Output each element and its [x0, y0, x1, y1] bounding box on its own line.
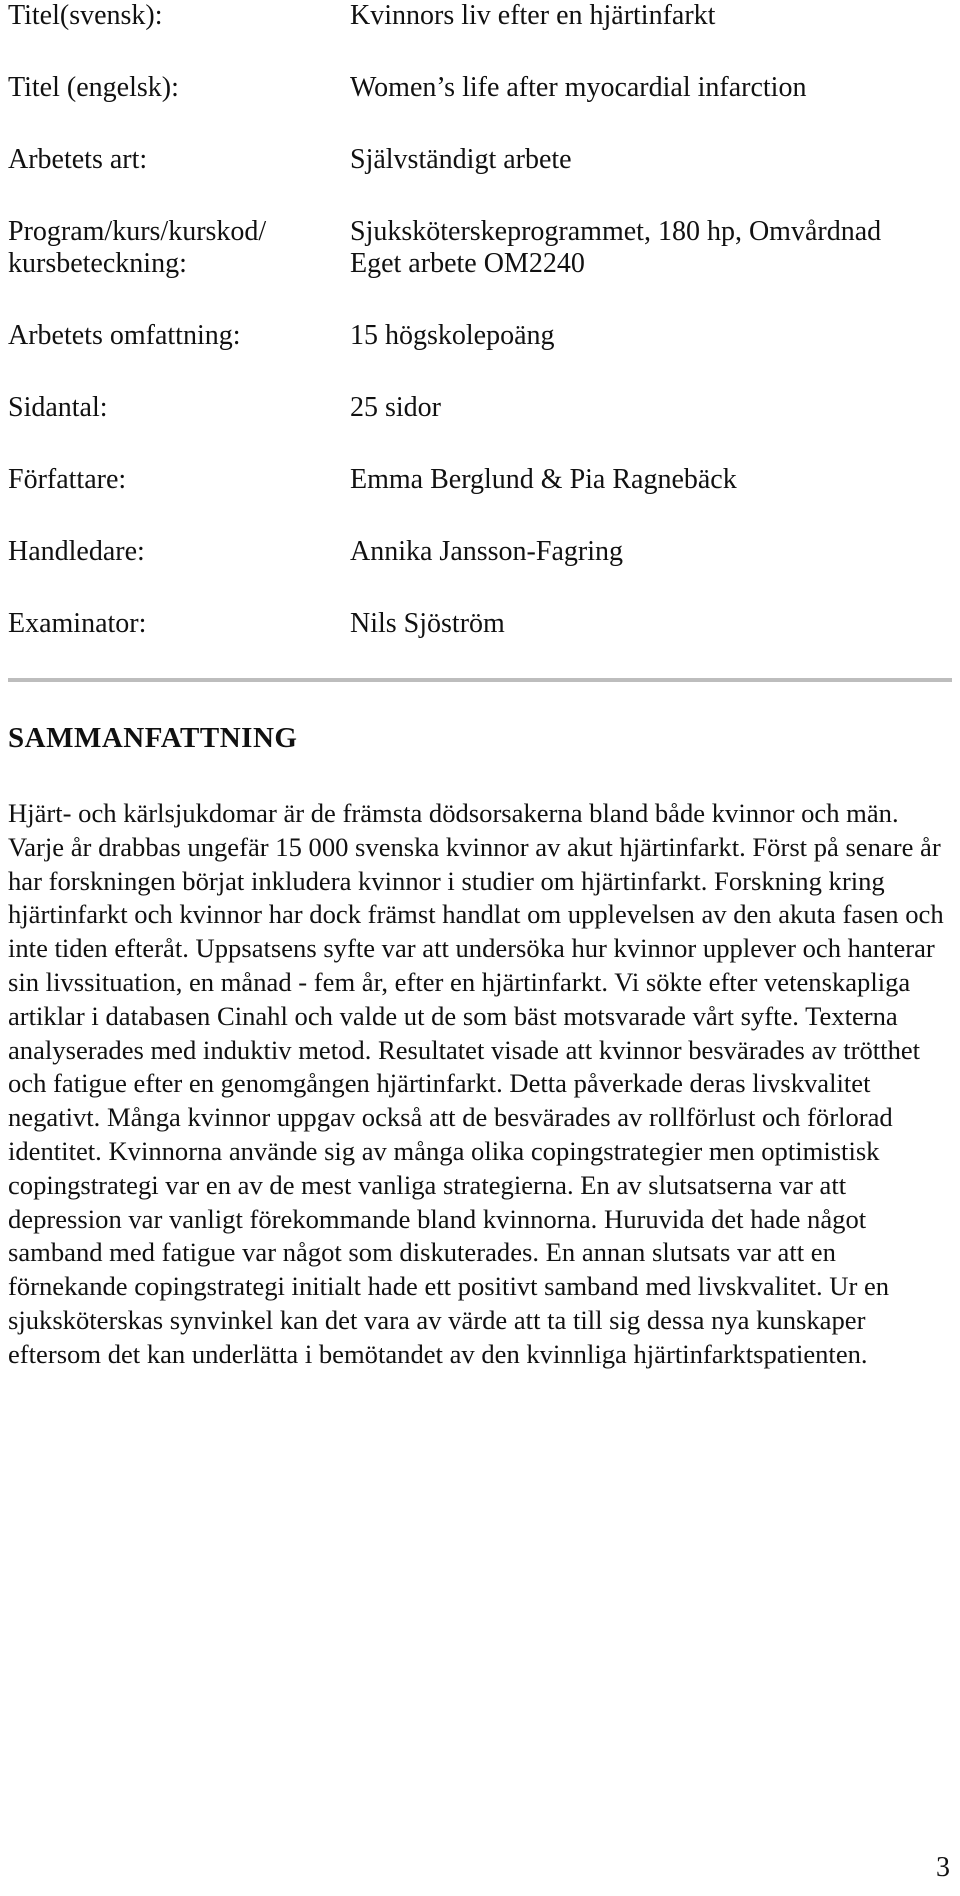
- page-number: 3: [936, 1852, 950, 1883]
- meta-row-examiner: [8, 608, 948, 640]
- meta-row-page-count: [8, 392, 948, 424]
- meta-value: 25 sidor: [350, 392, 441, 423]
- meta-label: Examinator:: [8, 608, 147, 639]
- abstract-body: Hjärt- och kärlsjukdomar är de främsta dödsorsakerna bland både kvinnor och män. Varje år drabbas ungefär 15 000 svenska kvinnor av akut hjärtinfarkt. Först på senare år har forskningen börjat inkludera kvinnor i studier om hjärtinfarkt. Forskning kring hjärtinfarkt och kvinnor har dock främst handlat om upplevelsen av den akuta fasen och inte tiden efteråt. Uppsatsens syfte var att undersöka hur kvinnor upplever och hanterar sin livssituation, en månad - fem år, efter en hjärtinfarkt. Vi sökte efter vetenskapliga artiklar i databasen Cinahl och valde ut de som bäst motsvarade vårt syfte. Texterna analyserades med induktiv metod. Resultatet visade att kvinnor besvärades av trötthet och fatigue efter en genomgången hjärtinfarkt. Detta påverkade deras livskvalitet negativt. Många kvinnor uppgav också att de besvärades av rollförlust och förlorad identitet. Kvinnorna använde sig av många olika copingstrategier men optimistisk copingstrategi var en av de mest vanliga strategierna. En av slutsatserna var att depression var vanligt förekommande bland kvinnorna. Huruvida det hade något samband med fatigue var något som diskuterades. En annan slutsats var att en förnekande copingstrategi initialt hade ett positivt samband med livskvalitet. Ur en sjuksköterskas synvinkel kan det vara av värde att ta till sig dessa nya kunskaper eftersom det kan underlätta i bemötandet av den kvinnliga hjärtinfarktspatienten.: [8, 798, 944, 1369]
- meta-value: Sjuksköterskeprogrammet, 180 hp, Omvårdnad Eget arbete OM2240: [350, 216, 882, 279]
- meta-value: Kvinnors liv efter en hjärtinfarkt: [350, 0, 716, 31]
- meta-value: Nils Sjöström: [350, 608, 505, 639]
- section-divider: [8, 678, 952, 682]
- meta-label: Program/kurs/kurskod/ kursbeteckning:: [8, 216, 267, 279]
- meta-row-supervisor: [8, 536, 948, 568]
- meta-label: Arbetets art:: [8, 144, 148, 175]
- meta-row-scope: [8, 320, 948, 352]
- meta-row-authors: [8, 464, 948, 496]
- meta-value: Emma Berglund & Pia Ragnebäck: [350, 464, 737, 495]
- meta-label: Sidantal:: [8, 392, 108, 423]
- meta-label: Titel (engelsk):: [8, 72, 179, 103]
- meta-label: Författare:: [8, 464, 127, 495]
- meta-label: Titel(svensk):: [8, 0, 163, 31]
- abstract-heading: SAMMANFATTNING: [8, 722, 298, 754]
- meta-label: Handledare:: [8, 536, 145, 567]
- meta-row-title-english: [8, 72, 948, 104]
- metadata-table: [8, 0, 948, 680]
- meta-row-work-type: [8, 144, 948, 176]
- meta-value: Självständigt arbete: [350, 144, 572, 175]
- meta-row-program: [8, 216, 948, 280]
- meta-value: Annika Jansson-Fagring: [350, 536, 623, 567]
- meta-value: 15 högskolepoäng: [350, 320, 555, 351]
- meta-row-title-swedish: [8, 0, 948, 32]
- meta-label: Arbetets omfattning:: [8, 320, 241, 351]
- meta-value: Women’s life after myocardial infarction: [350, 72, 807, 103]
